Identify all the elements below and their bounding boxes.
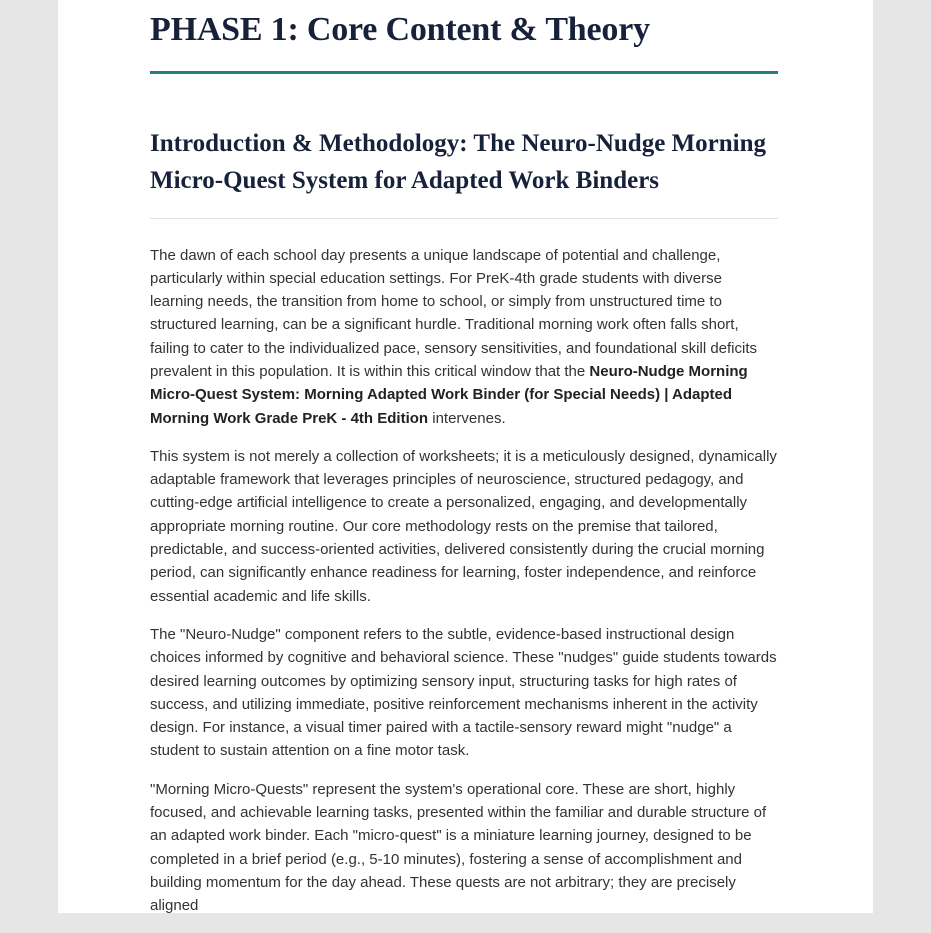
paragraph-intro-lead-text: The dawn of each school day presents a unique landscape of potential and challenge, particularly within special education settings. For PreK-4th grade students with diverse learning needs, the transition from home to school, or simply from unstructured time to structured learning, can be a significant hurdle. Traditional morning work often falls short, failing to cater to the individualized pace, sensory sensitivities, and foundational skill deficits prevalent in this population. It is within this critical window that the (150, 246, 758, 380)
paragraph-morning-micro-quests: "Morning Micro-Quests" represent the system's operational core. These are short, highly focused, and achievable learning tasks, presented within the familiar and durable structure of an adapted work binder. Each "micro-quest" is a miniature learning journey, designed to be completed in a brief period (e.g., 5-10 minutes), fostering a sense of accomplishment and building momentum for the day ahead. These quests are not arbitrary; they are precisely aligned (150, 780, 767, 915)
paragraph-intro-trailing-text: intervenes. (428, 409, 506, 427)
document-content-column (150, 0, 778, 933)
section-divider (150, 218, 778, 219)
paragraph-system-overview: This system is not merely a collection of worksheets; it is a meticulously designed, dynamically adaptable framework that leverages principles of neuroscience, structured pedagogy, and cutting-edge artificial intelligence to create a personalized, engaging, and developmentally appropriate morning routine. Our core methodology rests on the premise that tailored, predictable, and success-oriented activities, delivered consistently during the crucial morning period, can significantly enhance readiness for learning, foster independence, and reinforce essential academic and life skills. (150, 447, 777, 605)
paragraph-neuro-nudge-component: The "Neuro-Nudge" component refers to the subtle, evidence-based instructional design choices informed by cognitive and behavioral science. These "nudges" guide students towards desired learning outcomes by optimizing sensory input, structuring tasks for high rates of success, and utilizing immediate, positive reinforcement mechanisms inherent in the activity design. For instance, a visual timer paired with a tactile-sensory reward might "nudge" a student to sustain attention on a fine motor task. (150, 625, 777, 760)
page-title: PHASE 1: Core Content & Theory (150, 11, 650, 48)
product-name-emphasis: Neuro-Nudge Morning Micro-Quest System: Morning Adapted Work Binder (for Special Needs) | Adapted Morning Work Grade PreK - 4th Edition (150, 362, 748, 427)
paragraph-introduction (150, 244, 778, 430)
section-heading: Introduction & Methodology: The Neuro-Nudge Morning Micro-Quest System for Adapted Work Binders (150, 129, 767, 194)
title-accent-rule (150, 71, 778, 74)
document-page (58, 0, 873, 913)
